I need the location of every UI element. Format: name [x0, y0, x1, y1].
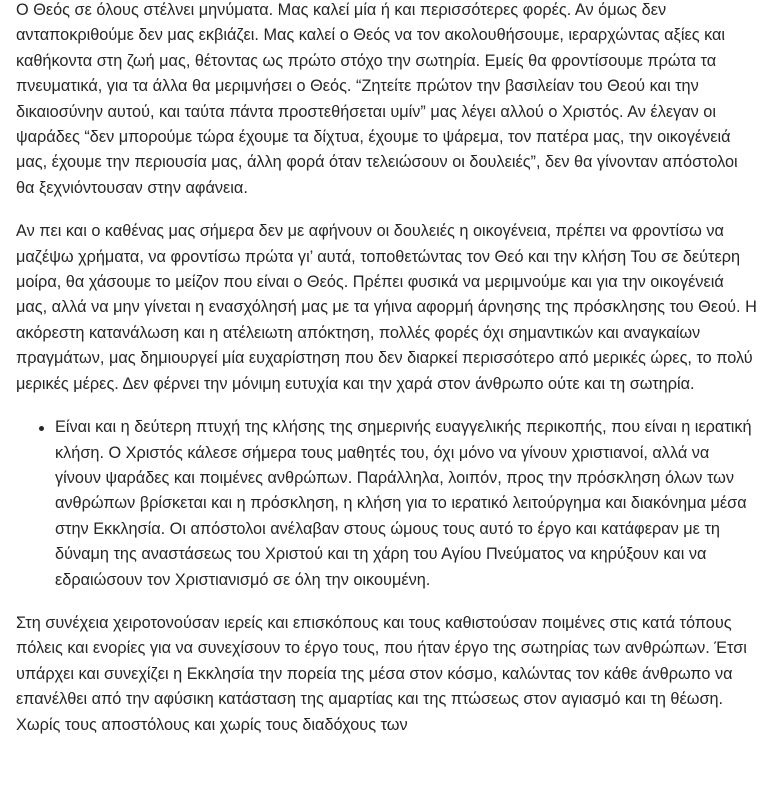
bullet-dot-icon — [39, 426, 44, 431]
bullet-list — [16, 415, 759, 593]
list-item — [55, 415, 759, 593]
paragraph: Ο Θεός σε όλους στέλνει μηνύματα. Μας καλεί μία ή και περισσότερες φορές. Αν όμως δεν ανταποκριθούμε δεν μας εκβιάζει. Μας καλεί ο Θεός να τον ακολουθήσουμε, ιεραρχώντας αξίες και καθήκοντα στη ζωή μας, θέτοντας ως πρώτο στόχο την σωτηρία. Εμείς θα φροντίσουμε πρώτα τα πνευματικά, για τα άλλα θα μεριμνήσει ο Θεός. “Ζητείτε πρώτον την βασιλείαν του Θεού και την δικαιοσύνην αυτού, και ταύτα πάντα προστεθήσεται υμίν” μας λέγει αλλού ο Χριστός. Αν έλεγαν οι ψαράδες “δεν μπορούμε τώρα έχουμε τα δίχτυα, έχουμε το ψάρεμα, τον πατέρα μας, την οικογένειά μας, έχουμε την περιουσία μας, άλλη φορά όταν τελειώσουν οι δουλειές”, δεν θα γίνονταν απόστολοι θα ξεχνιόντουσαν στην αφάνεια. — [16, 1, 738, 197]
paragraph: Στη συνέχεια χειροτονούσαν ιερείς και επισκόπους και τους καθιστούσαν ποιμένες στις κατά τόπους πόλεις και ενορίες για να συνεχίσουν το έργο τους, που ήταν έργο της σωτηρίας των ανθρώπων. Έτσι υπάρχει και συνεχίζει η Εκκλησία την πορεία της μέσα στον κόσμο, καλώντας τον κάθε άνθρωπο να επανέλθει από την αφύσικη κατάσταση της αμαρτίας και της πτώσεως στον αγιασμό και τη θέωση. Χωρίς τους αποστόλους και χωρίς τους διαδόχους των — [16, 613, 747, 734]
paragraph: Αν πει και ο καθένας μας σήμερα δεν με αφήνουν οι δουλειές η οικογένεια, πρέπει να φροντίσω να μαζέψω χρήματα, να φροντίσω πρώτα γι’ αυτά, τοποθετώντας τον Θεό και την κλήση Του σε δεύτερη μοίρα, θα χάσουμε το μείζον που είναι ο Θεός. Πρέπει φυσικά να μεριμνούμε και για την οικογένειά μας, αλλά να μην γίνεται η ενασχόλησή μας με τα γήινα αφορμή άρνησης της πρόσκλησης του Θεού. Η ακόρεστη κατανάλωση και η ατέλειωτη απόκτηση, πολλές φορές όχι σημαντικών και αναγκαίων πραγμάτων, μας δημιουργεί μία ευχαρίστηση που δεν διαρκεί περισσότερο από μερικές ώρες, το πολύ μερικές μέρες. Δεν φέρνει την μόνιμη ευτυχία και την χαρά στον άνθρωπο ούτε και τη σωτηρία. — [16, 222, 757, 393]
list-item-text: Είναι και η δεύτερη πτυχή της κλήσης της σημερινής ευαγγελικής περικοπής, που είναι η ιερατική κλήση. Ο Χριστός κάλεσε σήμερα τους μαθητές του, όχι μόνο να γίνουν χριστιανοί, αλλά να γίνουν ψαράδες και ποιμένες ανθρώπων. Παράλληλα, λοιπόν, προς την πρόσκληση όλων των ανθρώπων βρίσκεται και η πρόσκληση, η κλήση για το ιερατικό λειτούργημα και διακόνημα μέσα στην Εκκλησία. Οι απόστολοι ανέλαβαν στους ώμους τους αυτό το έργο και κατάφεραν με τη δύναμη της αναστάσεως του Χριστού και τη χάρη του Αγίου Πνεύματος να κηρύξουν και να εδραιώσουν τον Χριστιανισμό σε όλη την οικουμένη. — [55, 418, 752, 589]
